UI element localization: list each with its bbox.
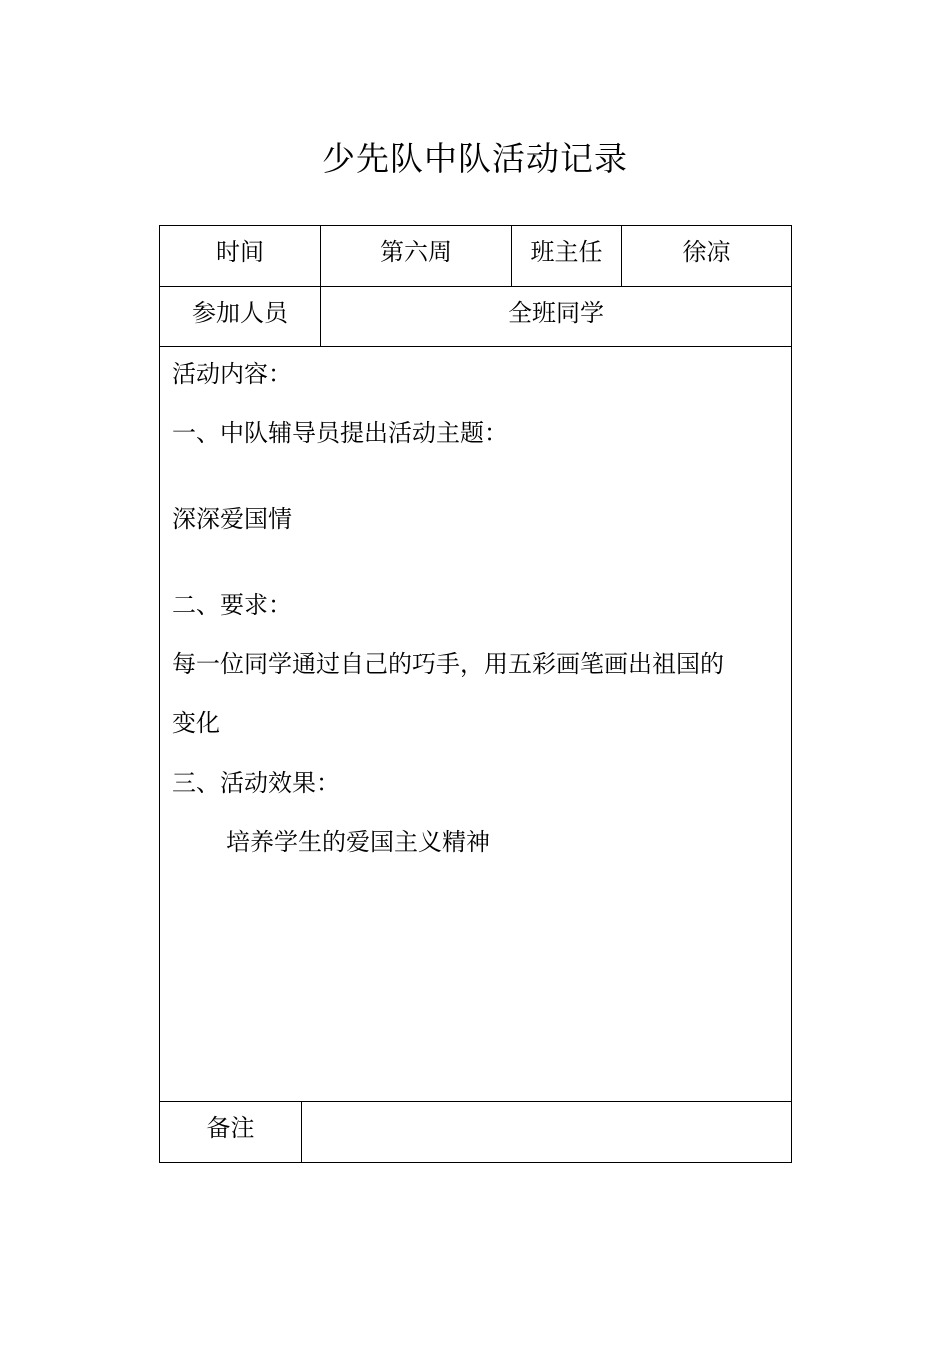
section1-heading: 一、中队辅导员提出活动主题：	[172, 419, 508, 447]
participants-label: 参加人员	[192, 299, 288, 327]
section2-body-line1: 每一位同学通过自己的巧手，用五彩画笔画出祖国的	[172, 650, 724, 678]
section2-heading: 二、要求：	[172, 591, 292, 619]
teacher-label: 班主任	[530, 238, 603, 266]
time-label: 时间	[216, 238, 264, 266]
time-value: 第六周	[380, 238, 452, 266]
row-divider-2	[159, 346, 792, 347]
participants-value: 全班同学	[508, 299, 604, 327]
section3-heading: 三、活动效果：	[172, 769, 340, 797]
content-heading: 活动内容：	[172, 360, 292, 388]
col-divider-notes	[301, 1101, 302, 1163]
row-divider-1	[159, 286, 792, 287]
teacher-value: 徐凉	[682, 238, 731, 266]
section3-body: 培养学生的爱国主义精神	[226, 828, 490, 856]
section2-body-line2: 变化	[172, 709, 220, 737]
document-title: 少先队中队活动记录	[322, 139, 628, 178]
section1-body: 深深爱国情	[172, 505, 292, 533]
row-divider-3	[159, 1101, 792, 1102]
notes-label: 备注	[206, 1114, 255, 1142]
